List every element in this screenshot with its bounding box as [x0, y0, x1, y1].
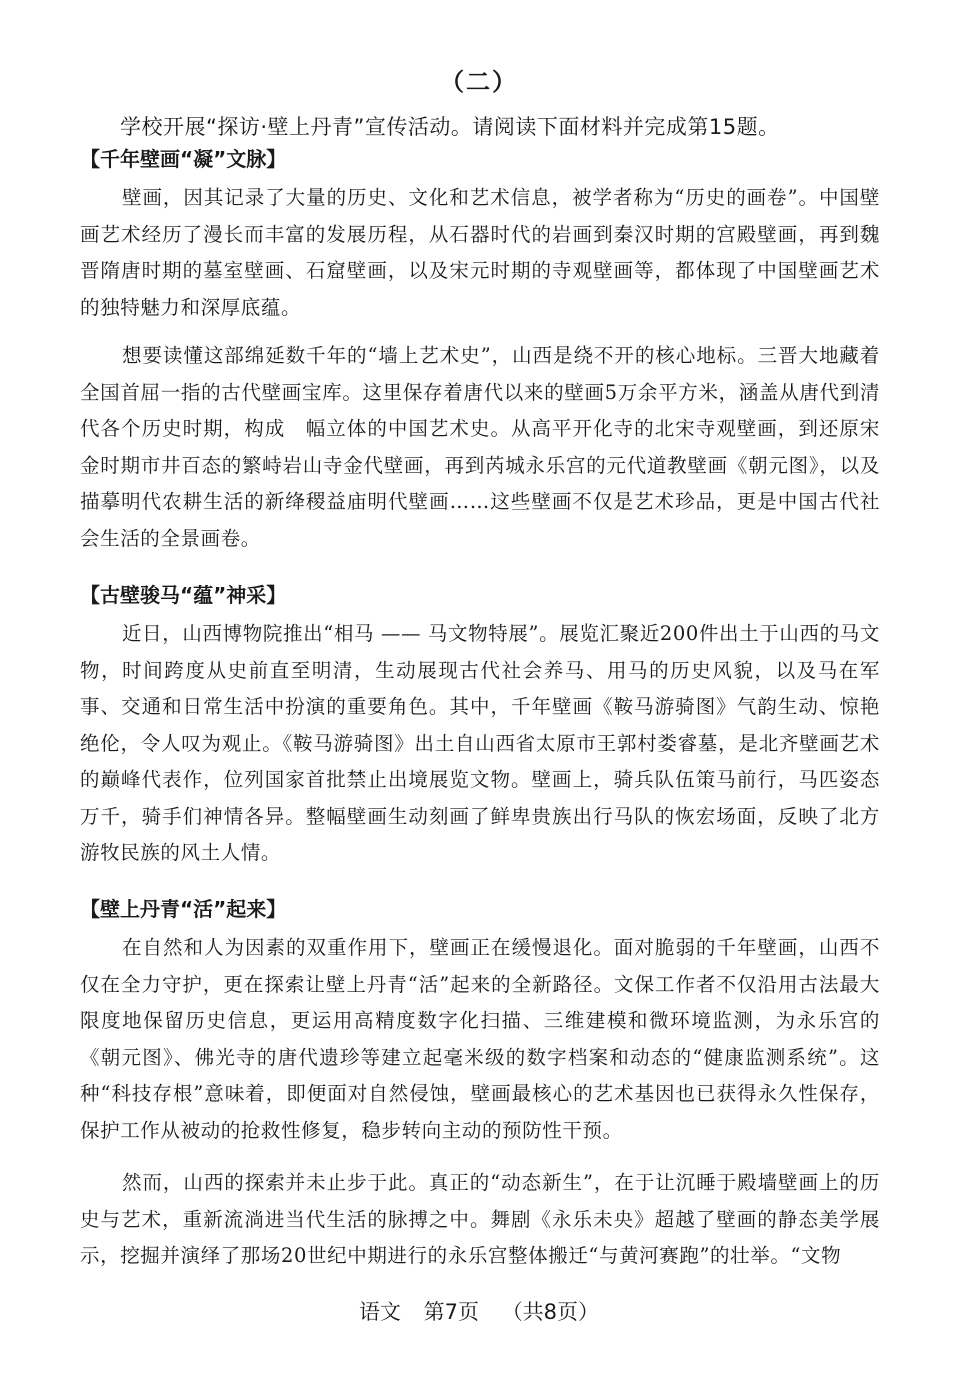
- section-heading-1: 【千年壁画“凝”文脉】: [80, 147, 287, 171]
- page-footer: [0, 1296, 958, 1326]
- footer-total: （共8页）: [501, 1300, 600, 1324]
- paragraph-2-1: 近日，山西博物院推出“相马 —— 马文物特展”。展览汇聚近200件出土于山西的马文物，时间跨度从史前直至明清，生动展现古代社会养马、用马的历史风貌，以及马在军事、交通和日常生活中扮演的重要角色。其中，千年壁画《鞍马游骑图》气韵生动、惊艳绝伦，令人叹为观止。《鞍马游骑图》出土自山西省太原市王郭村娄睿墓，是北齐壁画艺术的巅峰代表作，位列国家首批禁止出境展览文物。壁画上，骑兵队伍策马前行，马匹姿态万千，骑手们神情各异。整幅壁画生动刻画了鲜卑贵族出行马队的恢宏场面，反映了北方游牧民族的风土人情。: [80, 622, 880, 864]
- paragraph-3-2: 然而，山西的探索并未止步于此。真正的“动态新生”，在于让沉睡于殿墙壁画上的历史与艺术，重新流淌进当代生活的脉搏之中。舞剧《永乐未央》超越了壁画的静态美学展示，挖掘并演绎了那场20世纪中期进行的永乐宫整体搬迁“与黄河赛跑”的壮举。“文物: [80, 1171, 880, 1267]
- paragraph-1-2: 想要读懂这部绵延数千年的“墙上艺术史”，山西是绕不开的核心地标。三晋大地藏着全国首屈一指的古代壁画宝库。这里保存着唐代以来的壁画5万余平方米，涵盖从唐代到清代各个历史时期，构成 幅立体的中国艺术史。从高平开化寺的北宋寺观壁画，到还原宋金时期市井百态的繁峙岩山寺金代壁画，再到芮城永乐宫的元代道教壁画《朝元图》，以及描摹明代农耕生活的新绛稷益庙明代壁画……这些壁画不仅是艺术珍品，更是中国古代社会生活的全景画卷。: [80, 344, 880, 550]
- intro-text: 学校开展“探访·壁上丹青”宣传活动。请阅读下面材料并完成第15题。: [120, 115, 780, 139]
- footer-page: 第7页: [423, 1300, 479, 1324]
- section-heading-3: 【壁上丹青“活”起来】: [80, 897, 287, 921]
- footer-subject: 语文: [358, 1300, 401, 1324]
- section-number: （二）: [440, 68, 518, 96]
- paragraph-3-1: 在自然和人为因素的双重作用下，壁画正在缓慢退化。面对脆弱的千年壁画，山西不仅在全力守护，更在探索让壁上丹青“活”起来的全新路径。文保工作者不仅沿用古法最大限度地保留历史信息，更运用高精度数字化扫描、三维建模和微环境监测，为永乐宫的《朝元图》、佛光寺的唐代遗珍等建立起毫米级的数字档案和动态的“健康监测系统”。这种“科技存根”意味着，即便面对自然侵蚀，壁画最核心的艺术基因也已获得永久性保存，保护工作从被动的抢救性修复，稳步转向主动的预防性干预。: [80, 936, 880, 1142]
- paragraph-1-1: 壁画，因其记录了大量的历史、文化和艺术信息，被学者称为“历史的画卷”。中国壁画艺术经历了漫长而丰富的发展历程，从石器时代的岩画到秦汉时期的宫殿壁画，再到魏晋隋唐时期的墓室壁画、石窟壁画，以及宋元时期的寺观壁画等，都体现了中国壁画艺术的独特魅力和深厚底蕴。: [80, 186, 880, 319]
- section-heading-2: 【古壁骏马“蕴”神采】: [80, 583, 287, 607]
